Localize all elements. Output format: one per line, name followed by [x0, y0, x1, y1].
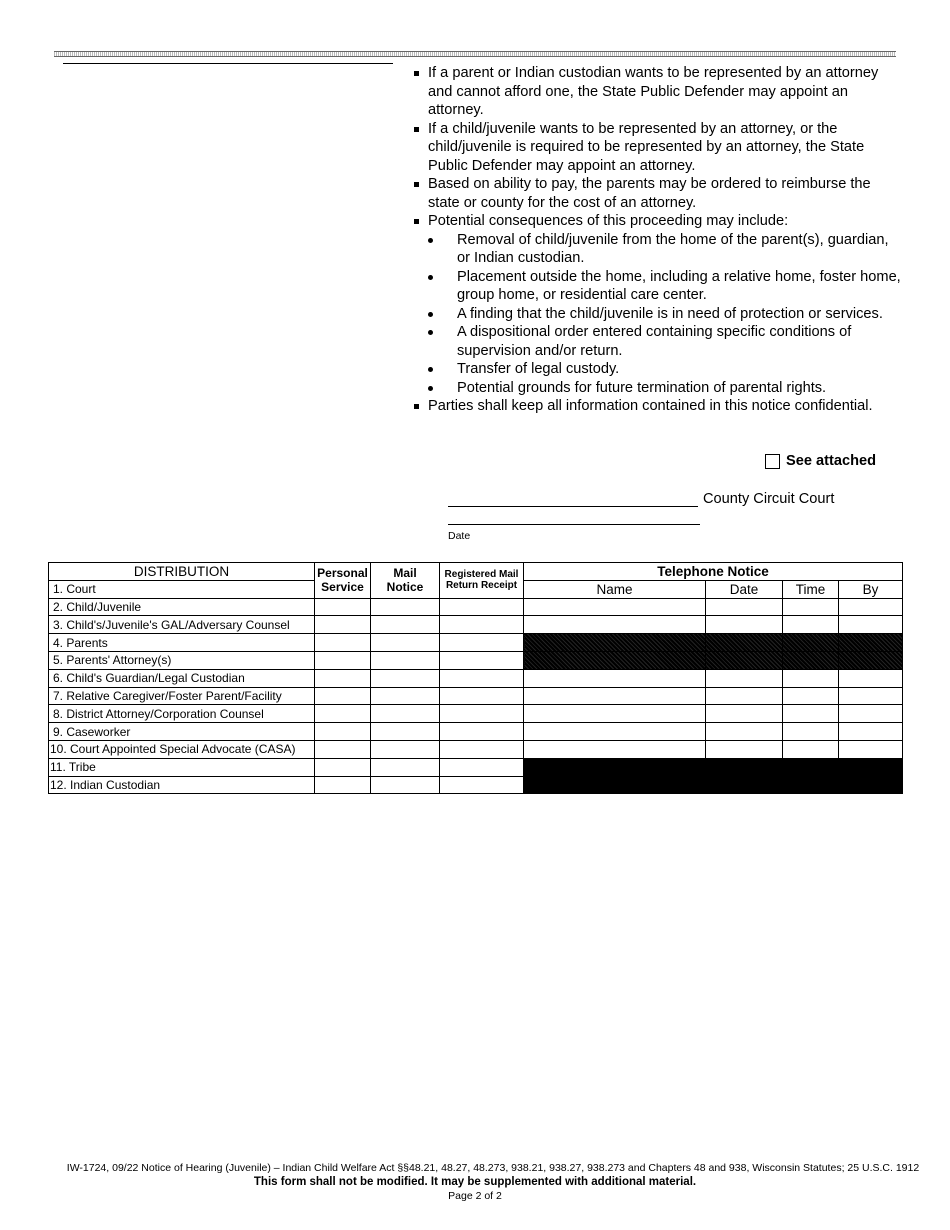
- table-row-label: 3. Child's/Juvenile's GAL/Adversary Counsel: [49, 616, 315, 634]
- shaded-cell: [783, 634, 839, 652]
- left-signature-line: [63, 63, 393, 64]
- table-cell[interactable]: [524, 669, 706, 687]
- table-cell[interactable]: [706, 687, 783, 705]
- distribution-header: DISTRIBUTION: [49, 563, 315, 581]
- list-item: If a child/juvenile wants to be represented by an attorney, or the child/juvenile is required to be represented by an attorney, the State Public Defender may appoint an attorney.: [404, 120, 904, 176]
- table-row-label: 4. Parents: [49, 634, 315, 652]
- date-field[interactable]: [448, 524, 700, 525]
- county-name-field[interactable]: [448, 490, 698, 507]
- table-cell[interactable]: [315, 776, 371, 794]
- table-cell[interactable]: [706, 723, 783, 741]
- shaded-cell: [839, 651, 903, 669]
- round-bullet-icon: [404, 379, 457, 398]
- list-item: Based on ability to pay, the parents may be ordered to reimburse the state or county for the cost of an attorney.: [404, 175, 904, 212]
- table-row-label: 7. Relative Caregiver/Foster Parent/Facility: [49, 687, 315, 705]
- table-cell[interactable]: [315, 758, 371, 776]
- table-cell[interactable]: [783, 669, 839, 687]
- table-cell[interactable]: [706, 616, 783, 634]
- table-cell[interactable]: [440, 651, 524, 669]
- table-row-label: 10. Court Appointed Special Advocate (CASA): [49, 740, 315, 758]
- page-footer: [0, 1162, 950, 1203]
- table-cell[interactable]: [440, 598, 524, 616]
- list-item: Potential grounds for future termination of parental rights.: [404, 379, 904, 398]
- shaded-cell: [524, 634, 706, 652]
- list-item: A dispositional order entered containing specific conditions of supervision and/or return.: [404, 323, 904, 360]
- table-cell[interactable]: [524, 723, 706, 741]
- table-cell[interactable]: [315, 705, 371, 723]
- table-row: [49, 758, 903, 776]
- list-item: Potential consequences of this proceeding may include:: [404, 212, 904, 231]
- table-row-label: 2. Child/Juvenile: [49, 598, 315, 616]
- top-divider: [54, 51, 896, 57]
- table-cell[interactable]: [371, 776, 440, 794]
- table-cell[interactable]: [371, 651, 440, 669]
- table-cell[interactable]: [371, 723, 440, 741]
- table-cell[interactable]: [783, 616, 839, 634]
- blacked-out-cell: [524, 758, 706, 794]
- list-item: Transfer of legal custody.: [404, 360, 904, 379]
- see-attached-option[interactable]: [765, 453, 876, 469]
- table-cell[interactable]: [839, 705, 903, 723]
- table-cell[interactable]: [839, 723, 903, 741]
- table-row-label: 12. Indian Custodian: [49, 776, 315, 794]
- table-cell[interactable]: [440, 634, 524, 652]
- table-cell[interactable]: [783, 705, 839, 723]
- form-citation: IW-1724, 09/22 Notice of Hearing (Juvenile) – Indian Child Welfare Act §§48.21, 48.27, 48.273, 938.21, 938.27, 938.273 and Chapters 48 and 938, Wisconsin Statutes; 25 U.S.C. 1912: [66, 1162, 920, 1174]
- round-bullet-icon: [404, 231, 457, 268]
- round-bullet-icon: [404, 305, 457, 324]
- county-circuit-court-label: County Circuit Court: [703, 491, 835, 507]
- consequences-list: [404, 231, 904, 398]
- table-cell[interactable]: [783, 598, 839, 616]
- list-item: Parties shall keep all information contained in this notice confidential.: [404, 397, 904, 416]
- table-cell[interactable]: [440, 758, 524, 776]
- telephone-by-header: By: [839, 580, 903, 598]
- table-cell[interactable]: [839, 687, 903, 705]
- distribution-table: [48, 562, 903, 794]
- table-cell[interactable]: [783, 723, 839, 741]
- table-cell[interactable]: [839, 740, 903, 758]
- shaded-cell: [706, 634, 783, 652]
- table-cell[interactable]: [371, 705, 440, 723]
- table-cell[interactable]: [371, 758, 440, 776]
- table-cell[interactable]: [524, 740, 706, 758]
- table-row: [49, 669, 903, 687]
- table-cell[interactable]: [315, 634, 371, 652]
- date-label: Date: [448, 530, 471, 542]
- table-cell[interactable]: [315, 740, 371, 758]
- telephone-time-header: Time: [783, 580, 839, 598]
- shaded-cell: [839, 634, 903, 652]
- table-cell[interactable]: [371, 687, 440, 705]
- table-cell[interactable]: [440, 723, 524, 741]
- table-cell[interactable]: [440, 740, 524, 758]
- county-circuit-court: [448, 490, 834, 507]
- table-cell[interactable]: [440, 705, 524, 723]
- see-attached-label: See attached: [786, 453, 877, 469]
- table-row: [49, 634, 903, 652]
- table-cell[interactable]: [371, 598, 440, 616]
- registered-mail-header: Registered Mail Return Receipt: [440, 563, 524, 599]
- list-item: If a parent or Indian custodian wants to be represented by an attorney and cannot afford one, the State Public Defender may appoint an attorney.: [404, 64, 904, 120]
- table-cell[interactable]: [315, 669, 371, 687]
- table-cell[interactable]: [783, 687, 839, 705]
- table-cell[interactable]: [371, 740, 440, 758]
- table-row-label: 6. Child's Guardian/Legal Custodian: [49, 669, 315, 687]
- list-item: Removal of child/juvenile from the home of the parent(s), guardian, or Indian custodian.: [404, 231, 904, 268]
- telephone-name-header: Name: [524, 580, 706, 598]
- shaded-cell: [524, 651, 706, 669]
- table-cell[interactable]: [315, 651, 371, 669]
- table-cell[interactable]: [706, 598, 783, 616]
- table-cell[interactable]: [371, 634, 440, 652]
- square-bullet-icon: [404, 120, 428, 176]
- blacked-out-cell: [706, 758, 903, 794]
- square-bullet-icon: [404, 175, 428, 212]
- table-cell[interactable]: [315, 723, 371, 741]
- table-row-label: 11. Tribe: [49, 758, 315, 776]
- see-attached-checkbox[interactable]: [765, 454, 780, 469]
- table-cell[interactable]: [706, 740, 783, 758]
- table-cell[interactable]: [440, 776, 524, 794]
- telephone-date-header: Date: [706, 580, 783, 598]
- table-row: [49, 598, 903, 616]
- table-cell[interactable]: [839, 598, 903, 616]
- round-bullet-icon: [404, 360, 457, 379]
- table-cell[interactable]: [524, 598, 706, 616]
- table-cell[interactable]: [524, 687, 706, 705]
- table-row-label: 9. Caseworker: [49, 723, 315, 741]
- table-row: [49, 705, 903, 723]
- mail-notice-header: Mail Notice: [371, 563, 440, 599]
- round-bullet-icon: [404, 323, 457, 360]
- telephone-notice-header: Telephone Notice: [524, 563, 903, 581]
- table-cell[interactable]: [315, 616, 371, 634]
- table-row-label: 5. Parents' Attorney(s): [49, 651, 315, 669]
- table-row: [49, 651, 903, 669]
- table-cell[interactable]: [839, 616, 903, 634]
- table-cell[interactable]: [706, 669, 783, 687]
- table-cell[interactable]: [839, 669, 903, 687]
- shaded-cell: [783, 651, 839, 669]
- table-cell[interactable]: [524, 705, 706, 723]
- table-row: [49, 616, 903, 634]
- table-row-label: 1. Court: [49, 580, 315, 598]
- table-cell[interactable]: [315, 598, 371, 616]
- personal-service-header: Personal Service: [315, 563, 371, 599]
- table-cell[interactable]: [706, 705, 783, 723]
- square-bullet-icon: [404, 397, 428, 416]
- table-cell[interactable]: [371, 616, 440, 634]
- table-row: [49, 740, 903, 758]
- list-item: Placement outside the home, including a relative home, foster home, group home, or residential care center.: [404, 268, 904, 305]
- table-cell[interactable]: [783, 740, 839, 758]
- table-row-label: 8. District Attorney/Corporation Counsel: [49, 705, 315, 723]
- notice-rights-list: [404, 64, 904, 416]
- shaded-cell: [706, 651, 783, 669]
- table-cell[interactable]: [440, 616, 524, 634]
- round-bullet-icon: [404, 268, 457, 305]
- modification-notice: This form shall not be modified. It may be supplemented with additional material.: [253, 1176, 697, 1188]
- table-cell[interactable]: [315, 687, 371, 705]
- page-number: Page 2 of 2: [448, 1190, 502, 1202]
- list-item: A finding that the child/juvenile is in need of protection or services.: [404, 305, 904, 324]
- square-bullet-icon: [404, 212, 428, 231]
- table-cell[interactable]: [440, 669, 524, 687]
- table-cell[interactable]: [440, 687, 524, 705]
- table-row: [49, 687, 903, 705]
- table-row: [49, 723, 903, 741]
- square-bullet-icon: [404, 64, 428, 120]
- table-cell[interactable]: [524, 616, 706, 634]
- table-cell[interactable]: [371, 669, 440, 687]
